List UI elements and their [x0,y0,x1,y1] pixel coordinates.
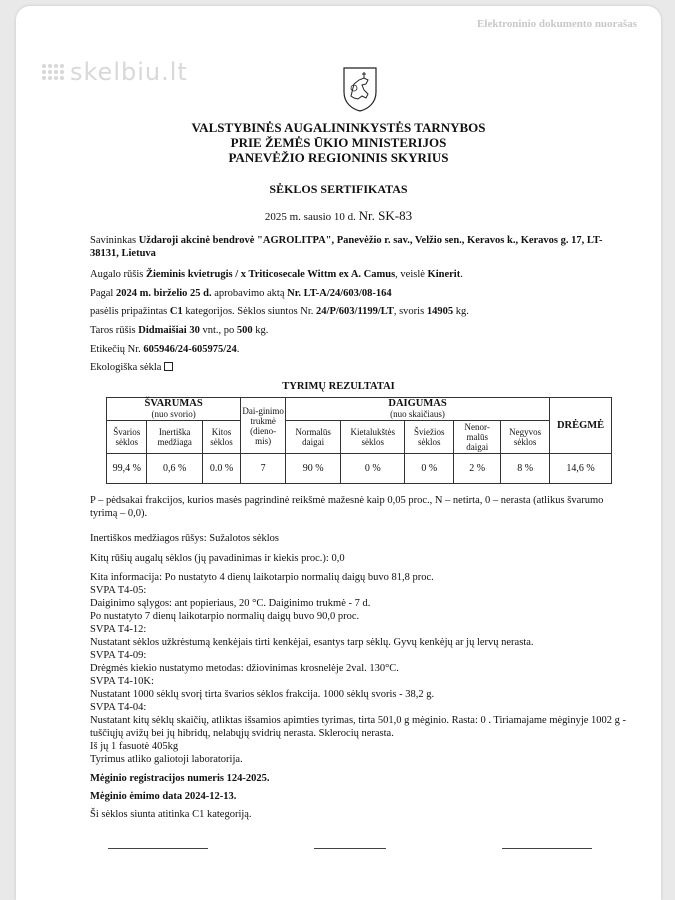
results-table [106,397,612,484]
info-line: Daiginimo sąlygos: ant popieriaus, 20 °C. Daiginimo trukmė - 7 d. [90,598,371,609]
info-line: Nustatant 1000 sėklų svorį tirta švarios sėklos frakcija. 1000 sėklų svoris - 38,2 g. [90,689,435,700]
act-prefix: Pagal [90,288,116,299]
inert-types: Inertiškos medžiagos rūšys: Sužalotos sėklos [90,533,279,544]
sample-date: Mėginio ėmimo data 2024-12-13. [90,791,237,802]
table-header-row-2 [107,421,612,454]
act-date: 2024 m. birželio 25 d. [115,288,212,299]
watermark-text: skelbiu.lt [70,58,188,86]
germination-header [285,398,549,421]
other-species: Kitų rūšių augalų sėklos (jų pavadinimas ir kiekis proc.): 0,0 [90,553,345,564]
org-line-3: PANEVĖŽIO REGIONINIS SKYRIUS [228,150,449,165]
act-line [90,287,630,300]
packaging-weight: 500 [236,325,253,336]
labels-label: Etikečių Nr. [90,344,144,355]
date-text: 2025 m. sausio 10 d. [264,211,356,223]
purity-subtitle: (nuo svorio) [151,409,196,419]
packaging-text-3: kg. [252,325,269,336]
germination-time-header: Dai-ginimo trukmė (dieno-mis) [241,398,286,454]
germination-subtitle: (nuo skaičiaus) [390,409,445,419]
packaging-line [90,324,630,337]
lot-weight: 14905 [426,306,454,317]
col-dead-seeds: Negyvos sėklos [501,421,550,454]
eco-checkbox[interactable] [164,362,173,371]
info-line: Iš jų 1 fasuotė 405kg [90,741,179,752]
col-pure-seeds: Švarios sėklos [107,421,147,454]
category-text-1: pasėlis pripažintas [90,306,170,317]
category-line [90,305,630,318]
signature-line-3 [502,848,592,849]
act-mid: aprobavimo aktą [211,288,288,299]
eco-line [90,361,630,374]
info-line: Po nustatyto 7 dienų laikotarpio normalių daigų buvo 90,0 proc. [90,611,360,622]
info-line: SVPA T4-12: [90,624,147,635]
info-line: SVPA T4-05: [90,585,147,596]
val-other-seeds: 0.0 % [202,454,240,484]
packaging-count: 30 [189,325,200,336]
results-title: TYRIMŲ REZULTATAI [282,381,395,392]
variety-label: , veislė [395,269,428,280]
col-abnormal-seedlings: Nenor-malūs daigai [454,421,501,454]
val-abnormal-seedlings: 2 % [454,454,501,484]
watermark [42,58,188,86]
val-hard-seeds: 0 % [341,454,405,484]
info-line: Nustatant sėklos užkrėstumą kenkėjais tirti kenkėjai, esantys tarp sėklų. Gyvų kenkėjų ar jų lervų nerasta. [90,637,534,648]
val-inert-matter: 0,6 % [147,454,202,484]
purity-header [107,398,241,421]
org-line-2: PRIE ŽEMĖS ŪKIO MINISTERIJOS [230,135,447,150]
document-page [16,6,661,900]
moisture-header: DRĖGMĖ [550,398,612,454]
col-hard-seeds: Kietalukštės sėklos [341,421,405,454]
val-pure-seeds: 99,4 % [107,454,147,484]
conclusion: Ši sėklos siunta atitinka C1 kategoriją. [90,809,252,820]
species-value: Žieminis kvietrugis / x Triticosecale Wittm ex A. Camus [146,269,396,280]
packaging-label: Taros rūšis [90,325,139,336]
info-line: SVPA T4-04: [90,702,147,713]
owner-value: Uždaroji akcinė bendrovė "AGROLITPA", Panevėžio r. sav., Velžio sen., Keravos k., Keravos g. 17, LT-38131, Lietuva [90,235,603,259]
val-normal-seedlings: 90 % [285,454,340,484]
packaging-type-text: Didmaišiai [138,325,187,336]
col-other-seeds: Kitos sėklos [202,421,240,454]
lot-number: 24/P/603/1199/LT [316,306,394,317]
col-inert-matter: Inertiška medžiaga [147,421,202,454]
category-text-2: kategorijos. Sėklos siuntos Nr. [182,306,317,317]
document-title: SĖKLOS SERTIFIKATAS [269,182,408,196]
table-row [107,454,612,484]
labels-end: . [236,344,240,355]
signature-line-1 [108,848,208,849]
species-end: . [460,269,463,280]
owner-label: Savininkas [90,235,139,246]
val-moisture: 14,6 % [550,454,612,484]
info-line: SVPA T4-09: [90,650,147,661]
sample-registration: Mėginio registracijos numeris 124-2025. [90,773,270,784]
additional-info [90,571,630,766]
category-text-3: , svoris [393,306,427,317]
watermark-logo-icon [42,64,64,80]
info-line: Kita informacija: Po nustatyto 4 dienų laikotarpio normalių daigų buvo 81,8 proc. [90,572,434,583]
val-fresh-seeds: 0 % [405,454,454,484]
species-line [90,268,630,281]
info-line: Tyrimus atliko galiotoji laboratorija. [90,754,243,765]
owner-line [90,234,630,260]
variety-value: Kinerit [427,269,461,280]
eco-label: Ekologiška sėkla [90,362,162,373]
organization-name [16,120,661,165]
org-line-1: VALSTYBINĖS AUGALININKYSTĖS TARNYBOS [191,120,486,135]
col-normal-seedlings: Normalūs daigai [285,421,340,454]
info-line: SVPA T4-10K: [90,676,154,687]
val-dead-seeds: 8 % [501,454,550,484]
certificate-number: Nr. SK-83 [358,208,413,223]
info-line: Drėgmės kiekio nustatymo metodas: džiovinimas krosnelėje 2val. 130°C. [90,663,399,674]
species-label: Augalo rūšis [90,269,146,280]
val-germination-days: 7 [241,454,286,484]
packaging-text-2: vnt., po [199,325,237,336]
electronic-copy-label: Elektroninio dokumento nuorašas [477,18,637,30]
category-value: C1 [169,306,183,317]
category-text-4: kg. [453,306,469,317]
packaging-type [138,325,200,336]
act-number: Nr. LT-A/24/603/08-164 [287,288,392,299]
col-fresh-seeds: Šviežios sėklos [405,421,454,454]
table-header-row-1 [107,398,612,421]
germination-title: DAIGUMAS [388,398,447,409]
info-line: Nustatant kitų sėklų skaičių, atliktas išsamios apimties tyrimas, tirta 501,0 g mėginio. Rasta: 0 . Tiriamajame mėginyje 1002 g - tuščiųjų avižų bei jų hibridų, nelabųjų svidrių nerasta. Sklerocių nerasta. [90,715,627,739]
labels-line [90,343,630,356]
signature-line-2 [314,848,386,849]
labels-value: 605946/24-605975/24 [143,344,237,355]
purity-title: ŠVARUMAS [144,398,203,409]
legend-note: P – pėdsakai frakcijos, kurios masės pagrindinė reikšmė mažesnė kaip 0,05 proc., N – netirta, 0 – nerasta (atlikus švarumo tyrimą – 0,0). [90,495,604,519]
coat-of-arms-icon [342,66,378,112]
issue-date [16,208,661,224]
